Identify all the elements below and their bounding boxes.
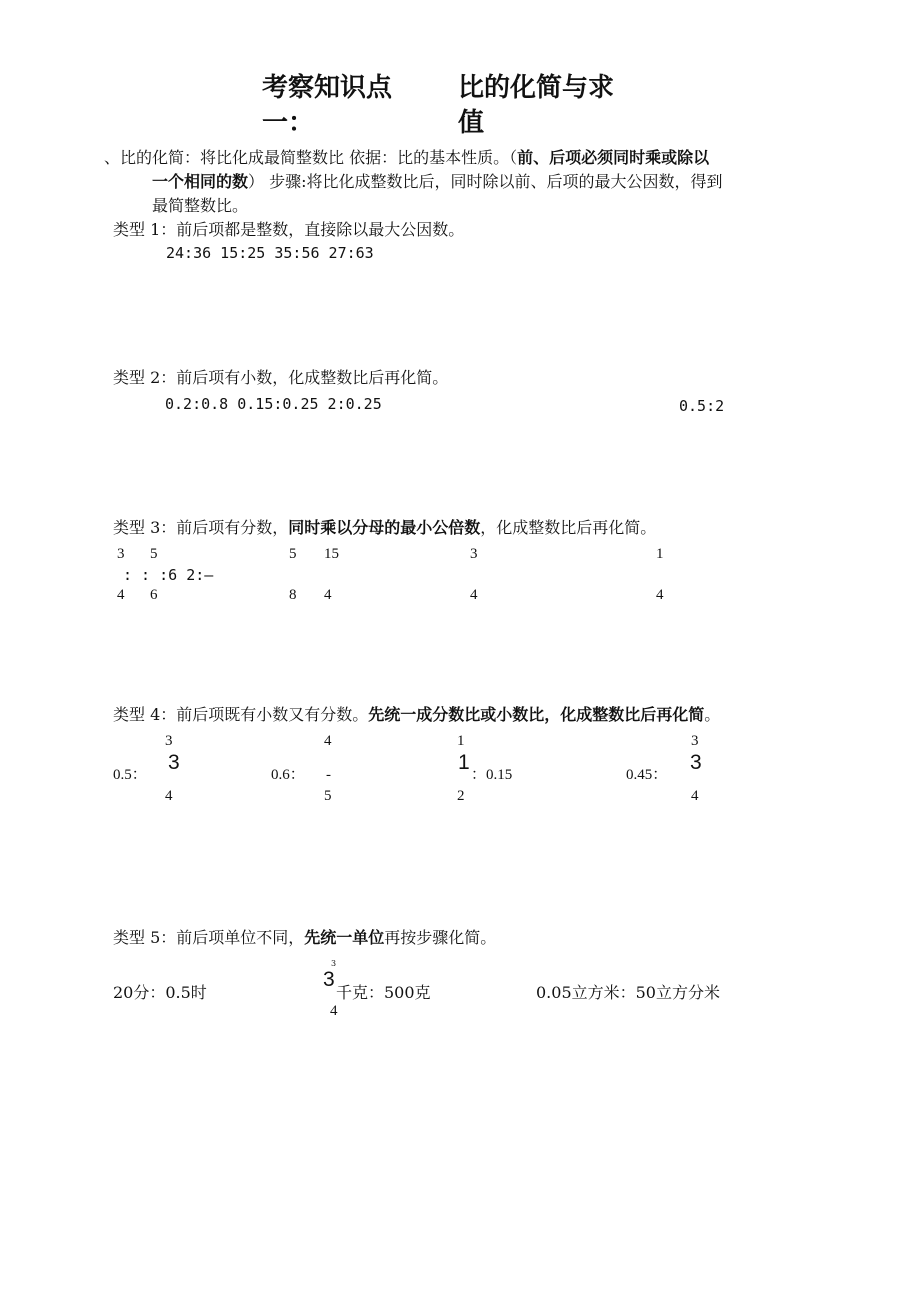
- type3-top-6: 1: [656, 546, 664, 562]
- intro-line1-text: 、比的化简：将比化成最简整数比 依据：比的基本性质。（: [104, 148, 518, 167]
- title-part2-line1: 比的化简与求: [458, 73, 615, 103]
- type4-heading-text-a: 类型 4：前后项既有小数又有分数。: [113, 705, 369, 724]
- type3-bottom-3: 8: [289, 587, 297, 603]
- type4-item2-mid: -: [326, 767, 331, 783]
- type1-heading: 类型 1：前后项都是整数，直接除以最大公因数。: [113, 220, 465, 239]
- type3-middle: : : :6 2:—: [123, 566, 214, 584]
- type5-item2-tiny: 3: [331, 959, 337, 968]
- type3-top-4: 15: [324, 546, 339, 562]
- intro-line-3: 最简整数比。: [152, 196, 249, 215]
- intro-line2-text: ） 步骤:将比化成整数比后，同时除以前、后项的最大公因数，得到: [248, 172, 723, 191]
- type4-item3-bottom: 2: [457, 788, 465, 804]
- type4-item1-top: 3: [165, 733, 173, 749]
- type4-item2-bottom: 5: [324, 788, 332, 804]
- type4-heading-text-c: 。: [704, 705, 721, 724]
- type3-top-5: 3: [470, 546, 478, 562]
- type5-heading-bold: 先统一单位: [304, 928, 385, 947]
- type3-heading-text-c: ，化成整数比后再化简。: [480, 518, 657, 537]
- title-part2-line2: 值: [458, 108, 485, 138]
- intro-line-1: [104, 146, 709, 170]
- type3-top-3: 5: [289, 546, 297, 562]
- type4-item3-suffix: ：0.15: [471, 767, 513, 783]
- type2-examples-right: 0.5:2: [679, 397, 725, 415]
- type3-heading-text-a: 类型 3：前后项有分数，: [113, 518, 289, 537]
- type4-item4-mid: 3: [690, 751, 702, 774]
- type2-examples-left: 0.2:0.8 0.15:0.25 2:0.25: [165, 395, 382, 413]
- type3-bottom-2: 6: [150, 587, 158, 603]
- title-part1-line2: 一：: [262, 108, 315, 138]
- type3-bottom-4: 4: [324, 587, 332, 603]
- title-part1-line1: 考察知识点: [262, 73, 393, 103]
- type5-heading: [113, 926, 496, 950]
- type4-item2-prefix: 0.6：: [271, 767, 305, 783]
- type3-top-1: 3: [117, 546, 125, 562]
- type3-heading: [113, 516, 656, 540]
- type4-item3-mid: 1: [458, 751, 470, 774]
- intro-line-2: [152, 170, 723, 194]
- type4-item4-prefix: 0.45：: [626, 767, 668, 783]
- type1-examples: 24:36 15:25 35:56 27:63: [166, 244, 374, 262]
- intro-line1-bold: 前、后项必须同时乘或除以: [517, 148, 710, 167]
- type3-bottom-1: 4: [117, 587, 125, 603]
- type4-item4-top: 3: [691, 733, 699, 749]
- type5-item1: 20分：0.5时: [113, 983, 207, 1002]
- type3-top-2: 5: [150, 546, 158, 562]
- type4-item1-mid: 3: [168, 751, 180, 774]
- type3-bottom-6: 4: [656, 587, 664, 603]
- type4-item1-prefix: 0.5：: [113, 767, 147, 783]
- type5-heading-text-a: 类型 5：前后项单位不同，: [113, 928, 305, 947]
- type5-item3: 0.05立方米：50立方分米: [536, 983, 720, 1002]
- type3-bottom-5: 4: [470, 587, 478, 603]
- intro-line2-bold: 一个相同的数: [152, 172, 249, 191]
- type5-item2-text: 千克：500克: [336, 983, 431, 1002]
- type4-item4-bottom: 4: [691, 788, 699, 804]
- type5-item2-big: 3: [323, 968, 335, 991]
- type4-heading: [113, 703, 720, 727]
- type2-heading: 类型 2：前后项有小数，化成整数比后再化简。: [113, 368, 449, 387]
- type4-item3-top: 1: [457, 733, 465, 749]
- type5-item2-bottom: 4: [330, 1003, 338, 1019]
- type4-heading-bold: 先统一成分数比或小数比，化成整数比后再化简: [368, 705, 705, 724]
- type5-heading-text-c: 再按步骤化简。: [384, 928, 497, 947]
- type3-heading-bold: 同时乘以分母的最小公倍数: [288, 518, 481, 537]
- type4-item1-bottom: 4: [165, 788, 173, 804]
- type4-item2-top: 4: [324, 733, 332, 749]
